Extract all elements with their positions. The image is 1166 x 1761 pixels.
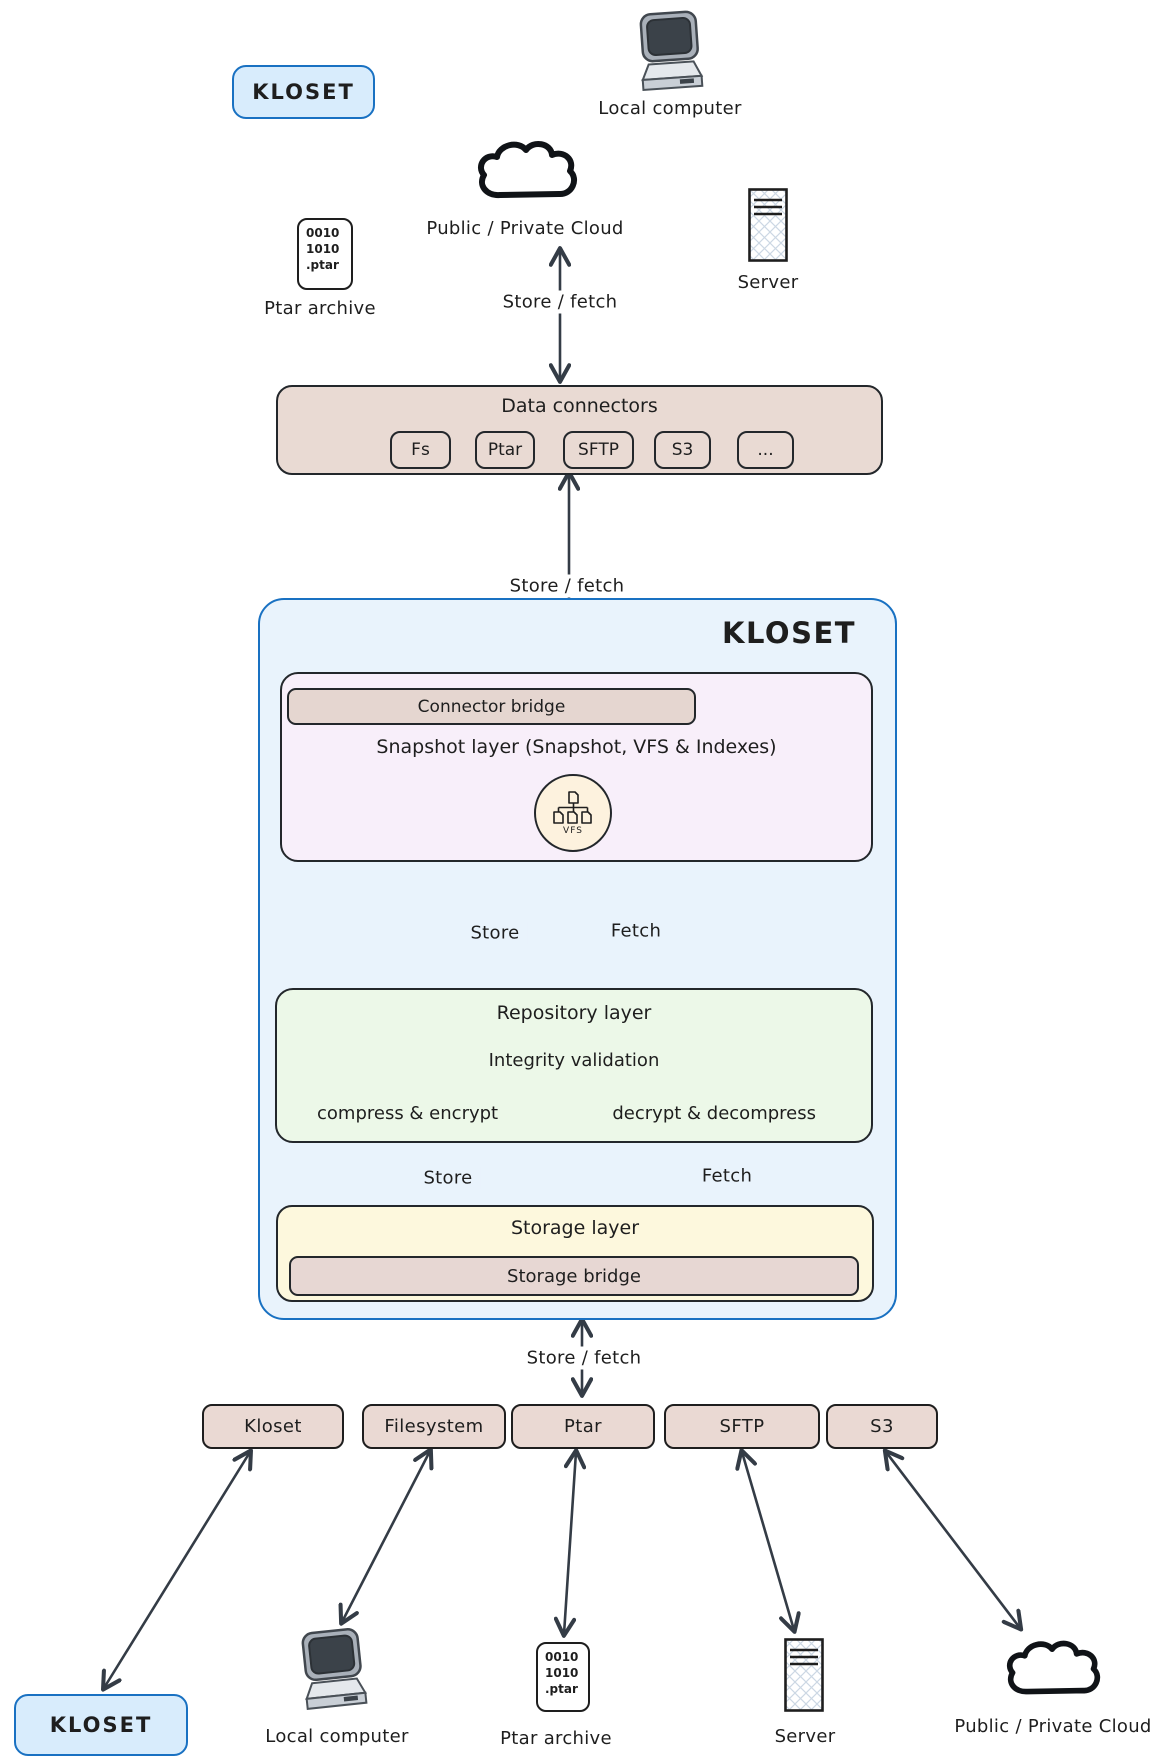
backend-filesystem-label: Filesystem (384, 1416, 484, 1437)
local-computer-icon-bottom (295, 1625, 372, 1720)
arrow-kloset-badge (104, 1452, 250, 1688)
data-connectors-box (276, 385, 883, 475)
repository-layer-title: Repository layer (496, 1002, 652, 1024)
backend-filesystem (362, 1404, 506, 1449)
data-connectors-title: Data connectors (501, 395, 658, 417)
ptar-bottom-line-2: 1010 (545, 1666, 579, 1681)
ptar-archive-label-bottom: Ptar archive (500, 1728, 612, 1749)
kloset-badge-top-label: KLOSET (252, 80, 355, 104)
local-computer-label-bottom: Local computer (265, 1726, 409, 1747)
backend-ptar (511, 1404, 655, 1449)
fetch-label-1: Fetch (603, 920, 669, 943)
vfs-label: VFS (563, 825, 583, 836)
kloset-panel-title: KLOSET (722, 616, 857, 650)
arrow-ptar-archive (564, 1452, 576, 1634)
server-icon (748, 188, 788, 263)
ptar-line-2: 1010 (306, 242, 340, 257)
snapshot-layer-title: Snapshot layer (Snapshot, VFS & Indexes) (376, 736, 777, 758)
arrow-sftp-server (742, 1452, 794, 1630)
kloset-badge-bottom-label: KLOSET (49, 1713, 153, 1737)
cloud-icon (473, 136, 583, 204)
storage-layer-title: Storage layer (510, 1217, 640, 1239)
ptar-bottom-line-1: 0010 (545, 1650, 579, 1664)
ptar-line-1: 0010 (306, 226, 340, 240)
ptar-line-3: .ptar (306, 258, 339, 273)
backend-sftp (664, 1404, 820, 1449)
ptar-archive-label: Ptar archive (264, 298, 376, 319)
connector-bridge-bar (287, 688, 696, 725)
ptar-archive-icon (297, 218, 353, 290)
server-label-bottom: Server (774, 1726, 836, 1747)
connector-bridge-label: Connector bridge (417, 696, 566, 717)
store-label-1: Store (462, 922, 527, 945)
server-icon-bottom (784, 1638, 824, 1713)
server-label: Server (737, 272, 799, 293)
connector-chip-more (737, 431, 794, 469)
vfs-icon (534, 774, 612, 852)
connector-chip-s3-label: S3 (671, 440, 694, 460)
connector-chip-sftp-label: SFTP (578, 440, 619, 460)
storage-bridge-label: Storage bridge (507, 1265, 641, 1287)
store-fetch-label-mid: Store / fetch (502, 575, 633, 598)
connector-chip-more-label: ... (757, 440, 774, 460)
connector-chip-ptar (475, 431, 535, 469)
vfs-tree-glyph (551, 791, 595, 825)
kloset-badge-bottom (14, 1694, 188, 1756)
local-computer-label: Local computer (598, 98, 742, 119)
connector-chip-fs-label: Fs (411, 440, 430, 460)
backend-sftp-label: SFTP (719, 1416, 765, 1437)
kloset-badge-top (232, 65, 375, 119)
connector-chip-sftp (563, 431, 634, 469)
storage-bridge-bar (289, 1256, 859, 1296)
connector-chip-fs (390, 431, 451, 469)
cloud-icon-bottom (1001, 1636, 1107, 1700)
connector-chip-s3 (654, 431, 711, 469)
backend-ptar-label: Ptar (564, 1416, 602, 1437)
backend-s3-label: S3 (870, 1416, 894, 1437)
ptar-archive-icon-bottom (536, 1642, 590, 1712)
store-fetch-label-bottom: Store / fetch (519, 1347, 650, 1370)
store-label-2: Store (415, 1167, 480, 1190)
fetch-label-2: Fetch (694, 1165, 760, 1188)
backend-kloset-label: Kloset (244, 1416, 302, 1437)
store-fetch-label-top: Store / fetch (495, 291, 626, 314)
cloud-label: Public / Private Cloud (426, 218, 624, 239)
backend-s3 (826, 1404, 938, 1449)
repository-compress-label: compress & encrypt (317, 1103, 499, 1124)
repository-decrypt-label: decrypt & decompress (612, 1103, 816, 1124)
arrow-filesystem-computer (342, 1451, 430, 1622)
ptar-bottom-line-3: .ptar (545, 1682, 578, 1697)
arrow-s3-cloud (886, 1452, 1020, 1628)
backend-kloset (202, 1404, 344, 1449)
repository-integrity-label: Integrity validation (488, 1050, 660, 1071)
cloud-label-bottom: Public / Private Cloud (954, 1716, 1152, 1737)
repository-layer-box (275, 988, 873, 1143)
connector-chip-ptar-label: Ptar (487, 440, 523, 460)
local-computer-icon (633, 8, 707, 101)
